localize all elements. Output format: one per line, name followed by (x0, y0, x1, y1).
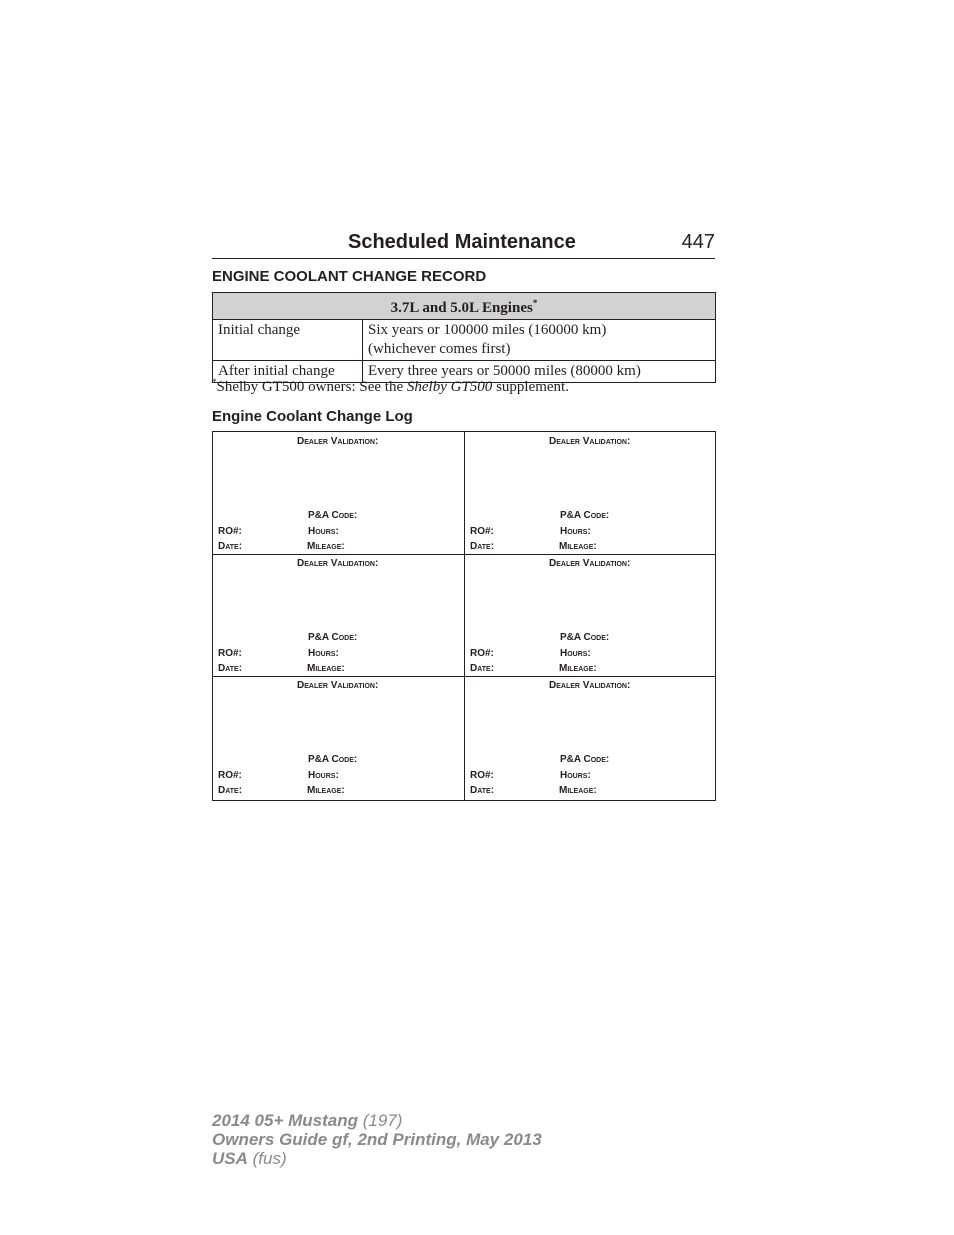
footnote-mark: * (212, 377, 217, 387)
table-cell-label: Initial change (213, 320, 363, 361)
date-label: Date: (218, 541, 243, 552)
date-label: Date: (470, 785, 495, 796)
dealer-validation-label: Dealer Validation: (297, 680, 379, 691)
page-title: Scheduled Maintenance (348, 231, 576, 253)
dealer-validation-label: Dealer Validation: (549, 436, 631, 447)
log-entry-cell[interactable] (213, 676, 464, 798)
mileage-label: Mileage: (307, 785, 345, 796)
table-row (213, 320, 716, 361)
footer-text: 2014 05+ Mustang (212, 1111, 358, 1130)
pa-code-label: P&A Code: (308, 510, 358, 521)
log-entry-cell[interactable] (465, 676, 716, 798)
log-entry-cell[interactable] (465, 432, 716, 554)
date-label: Date: (470, 663, 495, 674)
table-cell-value-line: Six years or 100000 miles (160000 km) (368, 322, 607, 338)
table-heading-row (213, 293, 716, 320)
mileage-label: Mileage: (559, 541, 597, 552)
mileage-label: Mileage: (307, 663, 345, 674)
footer-text: (fus) (247, 1149, 287, 1168)
dealer-validation-label: Dealer Validation: (297, 558, 379, 569)
page-footer (212, 1111, 542, 1168)
ro-number-label: RO#: (218, 770, 242, 781)
hours-label: Hours: (560, 526, 591, 537)
dealer-validation-label: Dealer Validation: (549, 680, 631, 691)
page-header (212, 228, 715, 259)
footer-text: USA (212, 1149, 248, 1168)
dealer-validation-label: Dealer Validation: (549, 558, 631, 569)
footnote-text: supplement. (492, 379, 569, 395)
hours-label: Hours: (308, 526, 339, 537)
table-cell-value (363, 320, 716, 361)
footer-line (212, 1111, 542, 1130)
hours-label: Hours: (560, 648, 591, 659)
pa-code-label: P&A Code: (560, 510, 610, 521)
date-label: Date: (218, 785, 243, 796)
footer-line (212, 1149, 542, 1168)
footnote (212, 377, 569, 396)
ro-number-label: RO#: (470, 526, 494, 537)
mileage-label: Mileage: (559, 663, 597, 674)
mileage-label: Mileage: (307, 541, 345, 552)
ro-number-label: RO#: (218, 648, 242, 659)
hours-label: Hours: (560, 770, 591, 781)
log-entry-cell[interactable] (465, 554, 716, 676)
footer-line (212, 1130, 542, 1149)
section-title: ENGINE COOLANT CHANGE RECORD (212, 268, 487, 285)
ro-number-label: RO#: (218, 526, 242, 537)
page-number: 447 (681, 231, 715, 253)
dealer-validation-label: Dealer Validation: (297, 436, 379, 447)
table-cell-value: Every three years or 50000 miles (80000 km) (363, 361, 716, 383)
date-label: Date: (470, 541, 495, 552)
pa-code-label: P&A Code: (308, 632, 358, 643)
footer-text: Owners Guide gf, 2nd Printing, May 2013 (212, 1130, 542, 1149)
hours-label: Hours: (308, 648, 339, 659)
coolant-change-log-grid (212, 431, 716, 801)
log-entry-cell[interactable] (213, 432, 464, 554)
hours-label: Hours: (308, 770, 339, 781)
table-cell-label: After initial change (213, 361, 363, 383)
log-entry-cell[interactable] (213, 554, 464, 676)
table-cell-value-line: (whichever comes first) (368, 341, 511, 357)
pa-code-label: P&A Code: (560, 632, 610, 643)
date-label: Date: (218, 663, 243, 674)
footnote-text: Shelby GT500 owners: See the (216, 379, 407, 395)
pa-code-label: P&A Code: (308, 754, 358, 765)
ro-number-label: RO#: (470, 770, 494, 781)
footer-text: (197) (358, 1111, 403, 1130)
table-heading (213, 293, 716, 320)
log-title: Engine Coolant Change Log (212, 408, 413, 425)
pa-code-label: P&A Code: (560, 754, 610, 765)
coolant-change-record-table (212, 292, 716, 383)
footnote-mark: * (532, 298, 538, 308)
table-heading-text: 3.7L and 5.0L Engines (390, 300, 533, 316)
ro-number-label: RO#: (470, 648, 494, 659)
footnote-emphasis: Shelby GT500 (406, 379, 493, 395)
mileage-label: Mileage: (559, 785, 597, 796)
